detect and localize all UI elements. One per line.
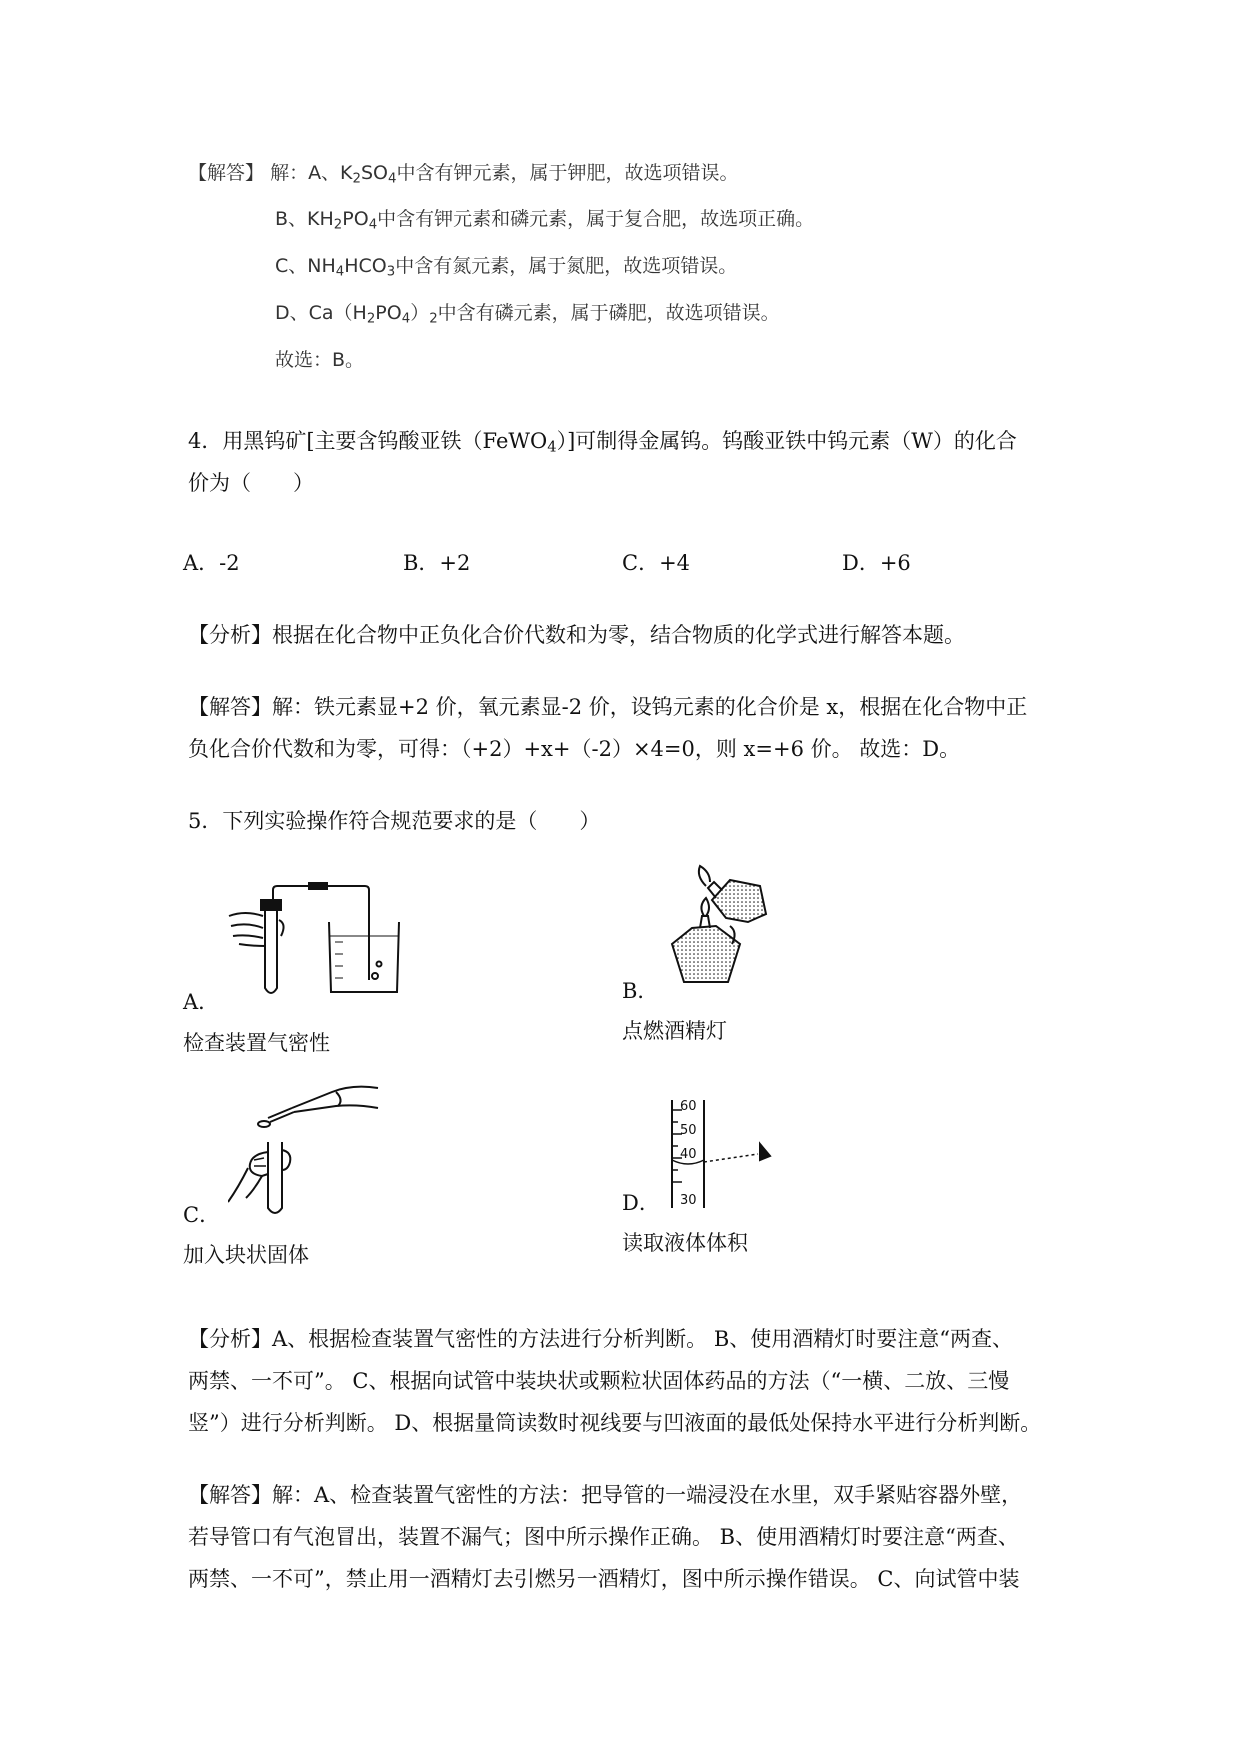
alcohol-lamp-figure — [668, 860, 768, 990]
q5-option-d-letter: D． — [622, 1191, 660, 1215]
q5-option-d-caption: 读取液体体积 — [622, 1231, 748, 1255]
q4-option-b: B．+2 — [403, 551, 471, 575]
q5-option-a-letter: A． — [183, 990, 220, 1014]
q5-stem: 5．下列实验操作符合规范要求的是（ ） — [188, 809, 601, 833]
q3-answer-line-c: C、$NH_4HCO_3$中含有氮元素，属于氮肥，故选项错误。 — [275, 255, 738, 280]
q5-analysis-line1: 【分析】A、根据检查装置气密性的方法进行分析判断。 B、使用酒精灯时要注意“两查、 — [188, 1327, 1014, 1351]
q4-answer-line1: 【解答】解：铁元素显+2 价，氧元素显-2 价，设钨元素的化合价是 x，根据在化合物中正 — [188, 695, 1028, 719]
cylinder-mark-60: 60 — [680, 1099, 697, 1114]
airtightness-check-figure — [225, 880, 400, 1000]
answer-tag: 【解答】 — [188, 162, 265, 184]
q4-option-c: C．+4 — [622, 551, 691, 575]
add-solid-figure — [228, 1078, 388, 1218]
q5-option-c-caption: 加入块状固体 — [183, 1243, 309, 1267]
q4-answer-line2: 负化合价代数和为零，可得：（+2）+x+（-2）×4=0，则 x=+6 价。 故选：D。 — [188, 737, 961, 761]
cylinder-mark-40: 40 — [680, 1147, 697, 1162]
q4-stem-line2: 价为（ ） — [188, 471, 314, 495]
cylinder-mark-50: 50 — [680, 1123, 697, 1138]
q3-answer-line-d: D、$Ca(H_2PO_4)_2$中含有磷元素，属于磷肥，故选项错误。 — [275, 302, 780, 327]
q5-analysis-line3: 竖”）进行分析判断。 D、根据量筒读数时视线要与凹液面的最低处保持水平进行分析判断。 — [188, 1411, 1042, 1435]
q4-option-d: D．+6 — [842, 551, 911, 575]
q3-answer-line-b: B、$KH_2PO_4$中含有钾元素和磷元素，属于复合肥，故选项正确。 — [275, 208, 815, 233]
q5-option-b-letter: B． — [622, 979, 659, 1003]
q5-option-a-caption: 检查装置气密性 — [183, 1031, 330, 1055]
q4-analysis: 【分析】根据在化合物中正负化合价代数和为零，结合物质的化学式进行解答本题。 — [188, 623, 965, 647]
q5-answer-line2: 若导管口有气泡冒出，装置不漏气；图中所示操作正确。 B、使用酒精灯时要注意“两查、 — [188, 1525, 1019, 1549]
graduated-cylinder-figure — [668, 1098, 778, 1210]
q5-answer-line3: 两禁、一不可”，禁止用一酒精灯去引燃另一酒精灯，图中所示操作错误。 C、向试管中装 — [188, 1567, 1020, 1591]
q5-option-c-letter: C． — [183, 1203, 221, 1227]
cylinder-mark-30: 30 — [680, 1193, 697, 1208]
q5-analysis-line2: 两禁、一不可”。 C、根据向试管中装块状或颗粒状固体药品的方法（“一横、二放、三慢 — [188, 1369, 1010, 1393]
q5-answer-line1: 【解答】解：A、检查装置气密性的方法：把导管的一端浸没在水里，双手紧贴容器外壁， — [188, 1483, 1023, 1507]
q4-option-a: A．-2 — [183, 551, 240, 575]
q3-answer-conclusion: 故选：B。 — [275, 349, 365, 371]
q5-option-b-caption: 点燃酒精灯 — [622, 1019, 727, 1043]
q4-stem-line1: 4．用黑钨矿[主要含钨酸亚铁（FeWO$_4$）]可制得金属钨。钨酸亚铁中钨元素（W）的化合 — [188, 429, 1017, 456]
q3-answer-line-a: 【解答】 解：A、$K_2SO_4$中含有钾元素，属于钾肥，故选项错误。 — [188, 162, 739, 187]
